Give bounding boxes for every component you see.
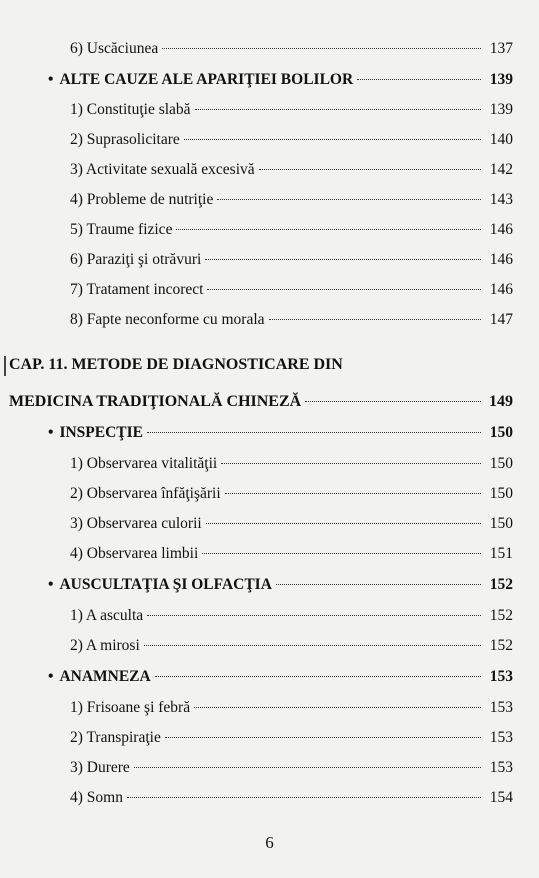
toc-entry [70, 213, 513, 240]
toc-entry-label: 2) Transpiraţie [70, 729, 161, 746]
chapter-title-line2: MEDICINA TRADIŢIONALĂ CHINEZĂ [9, 393, 302, 410]
toc-section [48, 568, 513, 595]
chapter-title-line1: CAP. 11. METODE DE DIAGNOSTICARE DIN [9, 356, 343, 373]
dot-leader [205, 239, 481, 260]
toc-entry-page: 146 [489, 221, 513, 238]
toc-entry-page: 147 [489, 311, 513, 328]
dot-leader [147, 412, 481, 433]
toc-entry [70, 32, 513, 59]
dot-leader [259, 149, 481, 170]
toc-entry-label: 3) Activitate sexuală excesivă [70, 161, 255, 178]
toc-entry [70, 447, 513, 474]
toc-entry-label: 1) A asculta [70, 607, 144, 624]
dot-leader [155, 656, 481, 677]
toc-entry-page: 150 [489, 515, 513, 532]
dot-leader [225, 473, 481, 494]
toc-entry-label: 2) A mirosi [70, 637, 140, 654]
bullet-icon: • [48, 424, 54, 441]
toc-entry-label: 4) Observarea limbii [70, 545, 199, 562]
toc-entry [70, 273, 513, 300]
toc-entry-label: 8) Fapte neconforme cu morala [70, 311, 265, 328]
toc-section [48, 660, 513, 687]
toc-entry-label: 3) Durere [70, 759, 130, 776]
toc-entry-page: 152 [489, 637, 513, 654]
toc-entry-label: 5) Traume fizice [70, 221, 173, 238]
dot-leader [357, 59, 481, 80]
dot-leader [144, 625, 481, 646]
toc-entry-label: 2) Observarea înfăţişării [70, 485, 221, 502]
toc-entry-label: 6) Uscăciunea [70, 40, 159, 57]
toc-entry-label: 7) Tratament incorect [70, 281, 204, 298]
dot-leader [217, 179, 481, 200]
toc-section-label: ANAMNEZA [59, 668, 151, 685]
toc-entry [70, 93, 513, 120]
toc-entry [70, 183, 513, 210]
toc-entry-label: 1) Constituţie slabă [70, 101, 191, 118]
toc-entry [70, 629, 513, 656]
dot-leader [221, 443, 481, 464]
toc-entry-page: 150 [489, 485, 513, 502]
toc-entry-page: 150 [489, 455, 513, 472]
dot-leader [147, 595, 481, 616]
toc-entry-page: 146 [489, 251, 513, 268]
dot-leader [184, 119, 481, 140]
toc-entry [70, 153, 513, 180]
toc-entry-page: 142 [489, 161, 513, 178]
toc-section-label: AUSCULTAŢIA ŞI OLFACŢIA [59, 576, 272, 593]
toc-entry [70, 477, 513, 504]
toc-entry-label: 3) Observarea culorii [70, 515, 202, 532]
toc-entry [70, 537, 513, 564]
dot-leader [207, 269, 481, 290]
toc-entry [70, 751, 513, 778]
toc-entry-page: 146 [489, 281, 513, 298]
toc-entry [70, 243, 513, 270]
toc-entry-page: 153 [489, 729, 513, 746]
dot-leader [276, 564, 481, 585]
dot-leader [176, 209, 481, 230]
dot-leader [162, 28, 481, 49]
toc-entry-page: 139 [489, 101, 513, 118]
toc-entry [70, 599, 513, 626]
bullet-icon: • [48, 71, 54, 88]
toc-section-label: ALTE CAUZE ALE APARIŢIEI BOLILOR [59, 71, 354, 88]
chapter-page: 149 [489, 393, 513, 410]
toc-section-page: 152 [489, 576, 513, 593]
toc-entry-label: 1) Frisoane şi febră [70, 699, 191, 716]
dot-leader [206, 503, 481, 524]
toc-entry-page: 137 [489, 40, 513, 57]
bullet-icon: • [48, 668, 54, 685]
toc-entry-label: 6) Paraziţi şi otrăvuri [70, 251, 202, 268]
toc-entry-page: 154 [489, 789, 513, 806]
chapter-heading [9, 385, 513, 412]
toc-section [48, 63, 513, 90]
toc-entry-label: 1) Observarea vitalităţii [70, 455, 218, 472]
toc-entry-page: 140 [489, 131, 513, 148]
dot-leader [127, 777, 481, 798]
toc-entry-label: 2) Suprasolicitare [70, 131, 180, 148]
dot-leader [134, 747, 481, 768]
toc-entry-page: 151 [489, 545, 513, 562]
toc-entry [70, 123, 513, 150]
toc-section-page: 153 [489, 668, 513, 685]
dot-leader [202, 533, 481, 554]
toc-section [48, 416, 513, 443]
toc-entry-page: 153 [489, 759, 513, 776]
toc-section-page: 139 [489, 71, 513, 88]
dot-leader [165, 717, 481, 738]
toc-entry-page: 153 [489, 699, 513, 716]
toc-entry [70, 781, 513, 808]
dot-leader [194, 687, 481, 708]
dot-leader [305, 381, 481, 402]
toc-entry-page: 143 [489, 191, 513, 208]
toc-section-label: INSPECŢIE [59, 424, 143, 441]
toc-entry-label: 4) Probleme de nutriţie [70, 191, 214, 208]
bullet-icon: • [48, 576, 54, 593]
toc-entry-label: 4) Somn [70, 789, 123, 806]
margin-mark [4, 356, 6, 376]
toc-entry [70, 691, 513, 718]
dot-leader [195, 89, 481, 110]
toc-entry [70, 303, 513, 330]
toc-entry [70, 721, 513, 748]
dot-leader [269, 299, 481, 320]
page-number: 6 [265, 833, 274, 852]
toc-entry-page: 152 [489, 607, 513, 624]
toc-section-page: 150 [489, 424, 513, 441]
toc-entry [70, 507, 513, 534]
